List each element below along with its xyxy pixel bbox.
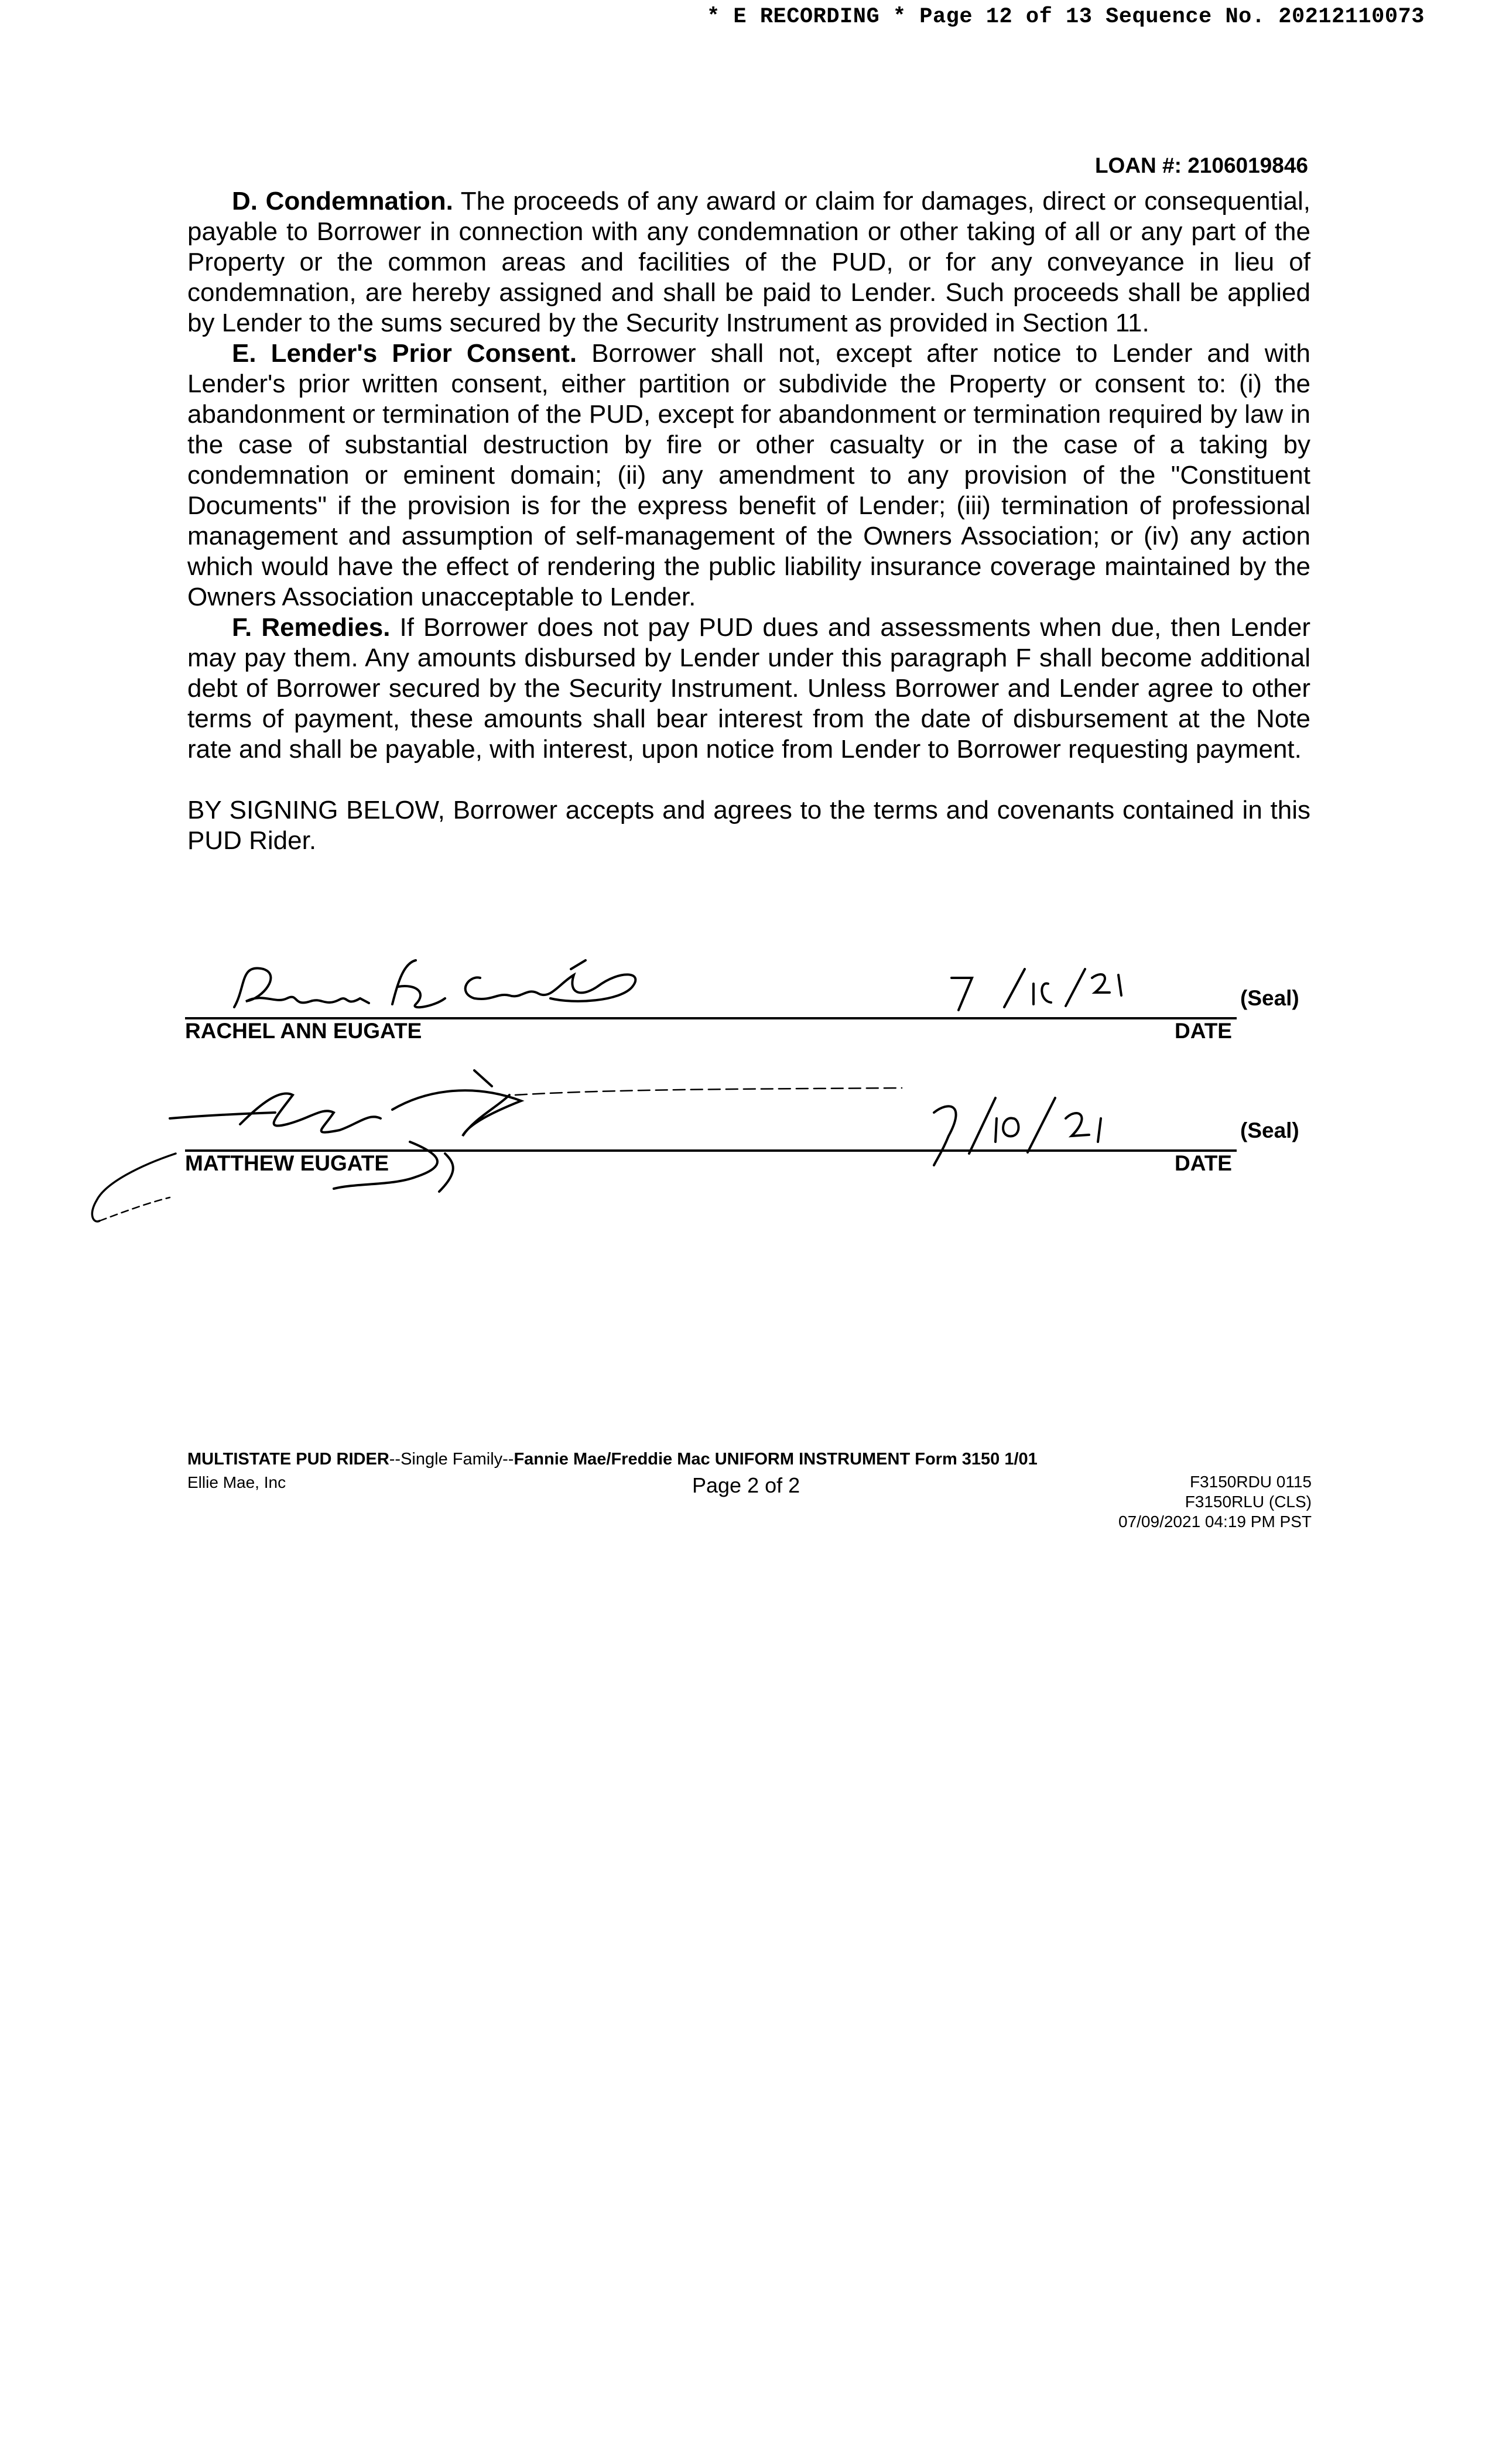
form-title	[187, 1450, 1038, 1469]
form-timestamp: 07/09/2021 04:19 PM PST	[1118, 1512, 1312, 1531]
condemnation-text: The proceeds of any award or claim for damages, direct or consequential, payable to Borrower in connection with any condemnation or other taking of all or any part of the Property or the common areas and facilities of the PUD, or for any conveyance in lieu of condemnation, are hereby assigned and shall be paid to Lender. Such proceeds shall be applied by Lender to the sums secured by the Security Instrument as provided in Section 11.	[187, 187, 1310, 337]
loan-number-line	[1095, 153, 1308, 178]
section-prior-consent	[187, 338, 1310, 612]
form-title-rest: Fannie Mae/Freddie Mac UNIFORM INSTRUMENT Form 3150 1/01	[514, 1450, 1038, 1469]
closing-statement: BY SIGNING BELOW, Borrower accepts and agrees to the terms and covenants contained in this PUD Rider.	[187, 796, 1310, 855]
loan-label: LOAN #:	[1094, 153, 1182, 177]
rachel-signature	[223, 952, 668, 1022]
signer-name-1: RACHEL ANN EUGATE	[185, 1019, 422, 1043]
form-title-light: --Single Family--	[389, 1450, 514, 1469]
section-condemnation	[187, 186, 1310, 338]
rider-body	[187, 186, 1310, 856]
prior-consent-text: Borrower shall not, except after notice to Lender and with Lender's prior written consent, either partition or subdivide the Property or consent to: (i) the abandonment or termination of the PUD, except for abandonment or termination required by law in the case of substantial destruction by fire or other casualty or in the case of a taking by condemnation or eminent domain; (ii) any amendment to any provision of the "Constituent Documents" if the provision is for the express benefit of Lender; (iii) termination of professional management and assumption of self-management of the Owners Association; or (iv) any action which would have the effect of rendering the public liability insurance coverage maintained by the Owners Association unacceptable to Lender.	[187, 339, 1311, 611]
prior-consent-heading: E. Lender's Prior Consent.	[232, 339, 577, 368]
date-label-1: DATE	[1175, 1019, 1232, 1043]
remedies-heading: F. Remedies.	[232, 613, 391, 642]
company-name: Ellie Mae, Inc	[187, 1473, 286, 1491]
date-label-2: DATE	[1175, 1151, 1232, 1175]
recording-stamp: * E RECORDING * Page 12 of 13 Sequence No. 20212110073	[707, 5, 1425, 29]
signer-name-2: MATTHEW EUGATE	[185, 1151, 389, 1175]
seal-label-2: (Seal)	[1240, 1118, 1299, 1142]
form-code-1: F3150RDU 0115	[1189, 1473, 1312, 1491]
matthew-handwritten-date	[925, 1083, 1124, 1171]
form-title-bold: MULTISTATE PUD RIDER	[187, 1450, 389, 1469]
rachel-handwritten-date	[946, 960, 1145, 1013]
form-codes	[1118, 1472, 1312, 1532]
section-remedies	[187, 612, 1310, 765]
loan-number: 2106019846	[1187, 153, 1308, 177]
page-number: Page 2 of 2	[692, 1473, 800, 1497]
remedies-text: If Borrower does not pay PUD dues and assessments when due, then Lender may pay them. Any amounts disbursed by Lender under this paragraph F shall become additional debt of Borrower secured by the Security Instrument. Unless Borrower and Lender agree to other terms of payment, these amounts shall bear interest from the date of disbursement at the Note rate and shall be payable, with interest, upon notice from Lender to Borrower requesting payment.	[187, 613, 1310, 764]
seal-label-1: (Seal)	[1240, 986, 1299, 1010]
form-code-2: F3150RLU (CLS)	[1185, 1493, 1312, 1511]
condemnation-heading: D. Condemnation.	[232, 187, 453, 215]
